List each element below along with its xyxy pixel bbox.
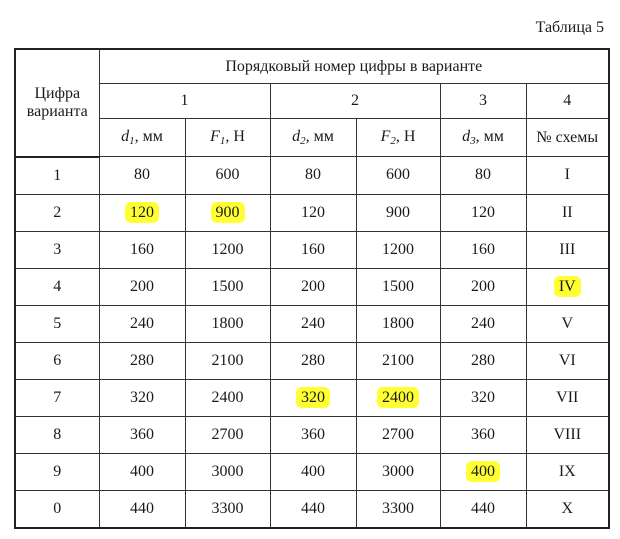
table-cell (440, 416, 526, 453)
column-unit: , мм (475, 128, 504, 145)
variant-digit: 3 (15, 231, 99, 268)
table-cell (99, 453, 185, 490)
cell-value: 80 (134, 166, 150, 184)
cell-value: 120 (471, 203, 495, 221)
table-cell (526, 305, 609, 342)
table-cell (270, 342, 356, 379)
table-caption: Таблица 5 (535, 19, 604, 36)
table-cell (99, 194, 185, 231)
column-symbol: F (380, 128, 391, 145)
cell-value: 1800 (211, 314, 244, 332)
variant-digit: 1 (15, 157, 99, 195)
table-cell (526, 268, 609, 305)
position-header-3: 3 (440, 84, 526, 119)
table-row (15, 453, 609, 490)
cell-value: X (561, 499, 574, 517)
cell-value: 360 (130, 425, 154, 443)
table-cell (356, 157, 440, 195)
table-cell (185, 231, 270, 268)
cell-value: 2700 (211, 425, 244, 443)
table-cell (356, 453, 440, 490)
table-cell (270, 231, 356, 268)
cell-value: I (564, 166, 570, 184)
cell-value: V (561, 314, 574, 332)
position-header-4: 4 (526, 84, 609, 119)
table-cell (440, 305, 526, 342)
cell-value: 440 (301, 499, 325, 517)
table-cell (270, 453, 356, 490)
table-row (15, 194, 609, 231)
highlighted-value: 900 (211, 202, 245, 223)
cell-value: III (559, 240, 576, 258)
column-subscript: 2 (390, 135, 396, 147)
column-subscript: 2 (300, 135, 306, 147)
row-label-header (15, 49, 99, 157)
cell-value: 360 (301, 425, 325, 443)
cell-value: 280 (471, 351, 495, 369)
cell-value: II (561, 203, 573, 221)
cell-value: 320 (130, 388, 154, 406)
group-header: Порядковый номер цифры в варианте (99, 49, 609, 84)
table-cell (356, 268, 440, 305)
table-cell (99, 231, 185, 268)
highlighted-value: IV (554, 276, 581, 297)
cell-value: 440 (130, 499, 154, 517)
table-cell (185, 342, 270, 379)
variant-digit: 9 (15, 453, 99, 490)
variant-digit: 4 (15, 268, 99, 305)
position-header-1: 1 (99, 84, 270, 119)
table-cell (526, 379, 609, 416)
position-header-2: 2 (270, 84, 440, 119)
column-symbol: d (462, 128, 471, 145)
table-cell (440, 453, 526, 490)
column-header (270, 119, 356, 157)
table-cell (99, 305, 185, 342)
table-row (15, 490, 609, 528)
cell-value: 200 (471, 277, 495, 295)
cell-value: 80 (475, 166, 491, 184)
cell-value: VIII (553, 425, 582, 443)
table-row (15, 157, 609, 195)
cell-value: 400 (301, 462, 325, 480)
variant-digit: 8 (15, 416, 99, 453)
table-cell (185, 416, 270, 453)
table-cell (99, 379, 185, 416)
table-cell (185, 490, 270, 528)
table-cell (440, 342, 526, 379)
table-cell (99, 268, 185, 305)
cell-value: 600 (386, 166, 410, 184)
table-cell (270, 305, 356, 342)
table-cell (440, 231, 526, 268)
cell-value: 120 (301, 203, 325, 221)
table-cell (270, 157, 356, 195)
table-cell (526, 342, 609, 379)
column-unit: № схемы (536, 128, 599, 146)
table-cell (270, 490, 356, 528)
cell-value: 1200 (211, 240, 244, 258)
cell-value: 160 (471, 240, 495, 258)
table-cell (356, 342, 440, 379)
column-subscript: 3 (470, 135, 476, 147)
table-cell (356, 194, 440, 231)
cell-value: 200 (301, 277, 325, 295)
table-cell (270, 379, 356, 416)
column-unit: , мм (134, 128, 163, 145)
variant-digit: 5 (15, 305, 99, 342)
highlighted-value: 120 (125, 202, 159, 223)
cell-value: 3300 (382, 499, 414, 517)
table-cell (185, 268, 270, 305)
row-label-text: Цифра варианта (26, 84, 88, 120)
cell-value: 240 (130, 314, 154, 332)
variant-digit: 2 (15, 194, 99, 231)
table-cell (185, 379, 270, 416)
column-subscript: 1 (129, 135, 135, 147)
cell-value: 280 (130, 351, 154, 369)
cell-value: 280 (301, 351, 325, 369)
cell-value: 160 (301, 240, 325, 258)
table-row (15, 231, 609, 268)
variant-digit: 6 (15, 342, 99, 379)
cell-value: 1500 (211, 277, 244, 295)
column-header (99, 119, 185, 157)
table-row (15, 342, 609, 379)
cell-value: IX (558, 462, 576, 480)
column-symbol: F (210, 128, 220, 145)
table-cell (356, 305, 440, 342)
table-cell (185, 305, 270, 342)
cell-value: 1800 (382, 314, 414, 332)
table-row (15, 379, 609, 416)
table-cell (356, 490, 440, 528)
cell-value: 900 (386, 203, 410, 221)
column-symbol: d (121, 128, 130, 145)
column-subscript: 1 (219, 135, 226, 147)
table-cell (99, 157, 185, 195)
table-cell (440, 194, 526, 231)
highlighted-value: 400 (466, 461, 500, 482)
cell-value: 160 (130, 240, 154, 258)
cell-value: 80 (305, 166, 321, 184)
variant-table (14, 48, 610, 529)
cell-value: 600 (215, 166, 240, 184)
cell-value: 400 (130, 462, 154, 480)
highlighted-value: 320 (296, 387, 330, 408)
cell-value: 320 (471, 388, 495, 406)
table-cell (185, 157, 270, 195)
column-symbol: d (292, 128, 301, 145)
cell-value: 3300 (211, 499, 244, 517)
variant-digit: 7 (15, 379, 99, 416)
column-unit: , Н (225, 128, 245, 145)
table-cell (356, 231, 440, 268)
cell-value: 1500 (382, 277, 414, 295)
cell-value: 2400 (211, 388, 244, 406)
table-cell (99, 342, 185, 379)
cell-value: 2700 (382, 425, 414, 443)
cell-value: 200 (130, 277, 154, 295)
variant-digit: 0 (15, 490, 99, 528)
table-cell (526, 416, 609, 453)
column-header (356, 119, 440, 157)
table-cell (526, 231, 609, 268)
cell-value: 3000 (382, 462, 414, 480)
cell-value: 2100 (382, 351, 414, 369)
cell-value: 360 (471, 425, 495, 443)
table-cell (440, 157, 526, 195)
table-cell (99, 490, 185, 528)
table-cell (526, 194, 609, 231)
table-cell (356, 379, 440, 416)
cell-value: 440 (471, 499, 495, 517)
cell-value: 3000 (211, 462, 244, 480)
column-header (185, 119, 270, 157)
cell-value: 240 (471, 314, 495, 332)
column-unit: , мм (305, 128, 334, 145)
column-header (440, 119, 526, 157)
table-cell (526, 490, 609, 528)
table-row (15, 305, 609, 342)
table-cell (99, 416, 185, 453)
table-cell (440, 379, 526, 416)
table-cell (185, 194, 270, 231)
table-cell (270, 194, 356, 231)
cell-value: 240 (301, 314, 325, 332)
cell-value: VII (556, 388, 579, 406)
table-cell (440, 490, 526, 528)
table-cell (526, 157, 609, 195)
column-unit: , Н (395, 128, 416, 145)
table-cell (270, 268, 356, 305)
cell-value: 2100 (211, 351, 244, 369)
table-cell (270, 416, 356, 453)
cell-value: 1200 (382, 240, 414, 258)
table-cell (356, 416, 440, 453)
table-cell (526, 453, 609, 490)
table-cell (440, 268, 526, 305)
highlighted-value: 2400 (377, 387, 419, 408)
column-header (526, 119, 609, 157)
table-row (15, 268, 609, 305)
cell-value: VI (558, 351, 576, 369)
table-row (15, 416, 609, 453)
table-cell (185, 453, 270, 490)
